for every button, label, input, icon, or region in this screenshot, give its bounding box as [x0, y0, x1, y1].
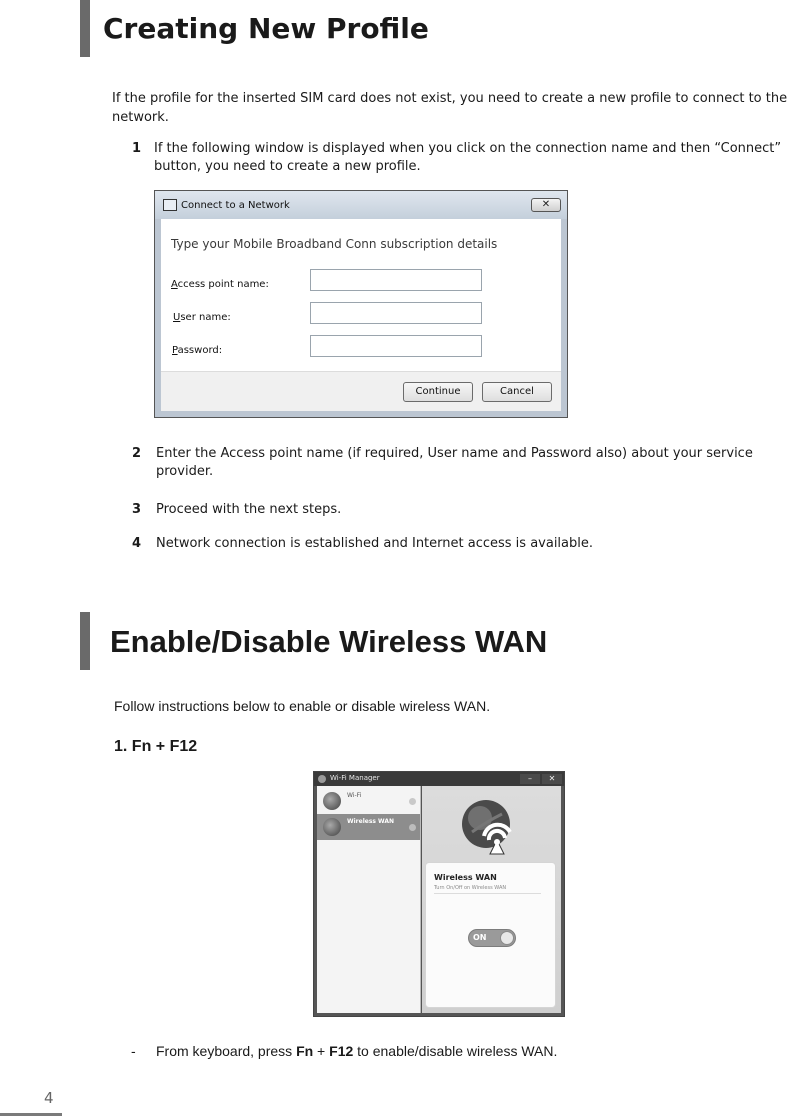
dialog-body [161, 219, 561, 411]
globe-icon [323, 818, 341, 836]
step-number: 4 [132, 536, 142, 551]
key-f12: F12 [329, 1043, 354, 1059]
dialog-title: Connect to a Network [181, 200, 290, 211]
wireless-wan-card [425, 862, 556, 1008]
dialog-footer [161, 371, 561, 411]
sidebar-item-wireless-wan[interactable] [317, 814, 420, 840]
user-name-label: User name: [173, 312, 231, 323]
sidebar-item-label: Wi-Fi [347, 792, 362, 799]
section-intro: If the profile for the inserted SIM card does not exist, you need to create a new profile to connect to the network. [112, 91, 788, 125]
close-button[interactable]: ✕ [531, 198, 561, 212]
app-icon [318, 775, 326, 783]
step-number: 1 [132, 141, 142, 156]
user-name-input[interactable] [310, 302, 482, 324]
bullet-text: From keyboard, press Fn + F12 to enable/disable wireless WAN. [156, 1043, 558, 1059]
status-dot [409, 824, 416, 831]
wireless-wan-globe-icon [456, 792, 526, 862]
instruction-bullet [131, 1042, 751, 1061]
continue-button[interactable]: Continue [403, 382, 473, 402]
section-intro: Follow instructions below to enable or disable wireless WAN. [114, 698, 491, 714]
step-number: 2 [132, 446, 142, 461]
toggle-knob [500, 931, 514, 945]
step-text: If the following window is displayed when you click on the connection name and then “Connect” button, you need to create a new profile. [154, 141, 782, 174]
card-subtitle: Turn On/Off on Wireless WAN [434, 885, 507, 891]
password-input[interactable] [310, 335, 482, 357]
wifi-sidebar [317, 786, 421, 1013]
sidebar-item-label: Wireless WAN [347, 818, 395, 825]
access-point-label: Access point name: [171, 279, 269, 290]
wifi-title: Wi-Fi Manager [330, 774, 380, 782]
sidebar-item-wifi[interactable] [317, 788, 420, 814]
key-fn: Fn [296, 1043, 314, 1059]
access-point-input[interactable] [310, 269, 482, 291]
connect-to-network-dialog [154, 190, 568, 418]
section-title: Enable/Disable Wireless WAN [110, 624, 548, 659]
subheading: 1. Fn + F12 [114, 738, 198, 755]
close-button[interactable]: ✕ [542, 774, 562, 784]
step-text: Proceed with the next steps. [156, 502, 342, 517]
page-title: Creating New Profile [103, 12, 429, 45]
wifi-manager-window [313, 771, 565, 1017]
network-icon [163, 199, 177, 211]
wifi-titlebar [314, 772, 564, 786]
section-marker-bar [80, 0, 90, 57]
page-number: 4 [44, 1089, 54, 1107]
globe-icon [323, 792, 341, 810]
minimize-button[interactable]: – [520, 774, 540, 784]
bullet-dash: - [131, 1043, 136, 1059]
toggle-label: ON [473, 933, 487, 942]
step-text: Enter the Access point name (if required, User name and Password also) about your service provider. [156, 446, 753, 479]
cancel-button[interactable]: Cancel [482, 382, 552, 402]
status-dot [409, 798, 416, 805]
wifi-main-panel [422, 786, 561, 1013]
page-number-rule [0, 1113, 62, 1116]
card-title: Wireless WAN [434, 873, 497, 882]
step-number: 3 [132, 502, 142, 517]
step-text: Network connection is established and Internet access is available. [156, 536, 593, 551]
section-marker-bar [80, 612, 90, 670]
password-label: Password: [172, 345, 223, 356]
dialog-heading: Type your Mobile Broadband Conn subscription details [171, 237, 498, 251]
wireless-wan-toggle[interactable] [468, 929, 516, 947]
dialog-titlebar [155, 191, 567, 219]
card-divider [434, 893, 541, 894]
